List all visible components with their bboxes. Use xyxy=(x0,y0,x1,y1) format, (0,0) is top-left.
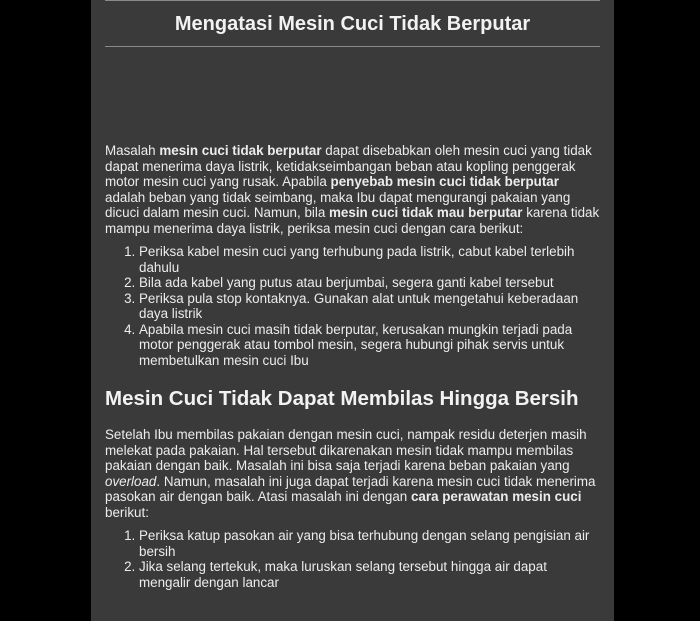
section-paragraph xyxy=(105,427,601,520)
text-run: . Namun, masalah ini juga dapat terjadi karena mesin cuci tidak menerima pasokan air dengan baik. Atasi masalah ini dengan xyxy=(105,473,596,504)
text-run: dapat disebabkan oleh mesin cuci yang tidak dapat menerima daya listrik, ketidakseimbangan beban atau kopling penggerak motor mesin cuci yang rusak. Apabila xyxy=(105,143,592,189)
top-divider xyxy=(105,0,600,1)
article-body xyxy=(105,143,601,590)
bold-keyword: mesin cuci tidak mau berputar xyxy=(329,205,523,220)
list-item: 2. Bila ada kabel yang putus atau berjumbai, segera ganti kabel tersebut xyxy=(139,275,601,291)
page-title: Mengatasi Mesin Cuci Tidak Berputar xyxy=(174,13,531,35)
bold-keyword: cara perawatan mesin cuci xyxy=(410,489,582,504)
list-item: 4. Apabila mesin cuci masih tidak berputar, kerusakan mungkin terjadi pada motor penggerak atau tombol mesin, segera hubungi pihak servis untuk membetulkan mesin cuci Ibu xyxy=(139,322,601,369)
list-item: 2. Jika selang tertekuk, maka luruskan selang tersebut hingga air dapat mengalir dengan lancar xyxy=(139,559,601,590)
intro-paragraph xyxy=(105,143,601,236)
title-divider xyxy=(105,46,600,47)
text-run: karena tidak mampu menerima daya listrik, periksa mesin cuci dengan cara berikut: xyxy=(105,205,600,236)
text-run: berikut: xyxy=(105,504,149,520)
text-run: Setelah Ibu membilas pakaian dengan mesin cuci, nampak residu deterjen masih melekat pada pakaian. Hal tersebut dikarenakan mesin tidak mampu membilas pakaian dengan baik. Masalah ini bisa saja terjadi karena beban pakaian yang xyxy=(105,427,587,473)
italic-term: overload xyxy=(105,473,157,489)
list-item: 3. Periksa pula stop kontaknya. Gunakan alat untuk mengetahui keberadaan daya listrik xyxy=(139,291,601,322)
list-item: 1. Periksa katup pasokan air yang bisa terhubung dengan selang pengisian air bersih xyxy=(139,528,601,559)
article-page xyxy=(91,0,614,621)
steps-list-2 xyxy=(105,528,601,590)
text-run: Masalah xyxy=(105,143,160,158)
bold-keyword: penyebab mesin cuci tidak berputar xyxy=(330,174,559,189)
list-item: 1. Periksa kabel mesin cuci yang terhubung pada listrik, cabut kabel terlebih dahulu xyxy=(139,244,601,275)
text-run: adalah beban yang tidak seimbang, maka Ibu dapat mengurangi pakaian yang dicuci dalam mesin cuci. Namun, bila xyxy=(105,189,571,220)
bold-keyword: mesin cuci tidak berputar xyxy=(159,143,322,158)
steps-list-1 xyxy=(105,244,601,368)
section-heading: Mesin Cuci Tidak Dapat Membilas Hingga Bersih xyxy=(105,387,579,410)
